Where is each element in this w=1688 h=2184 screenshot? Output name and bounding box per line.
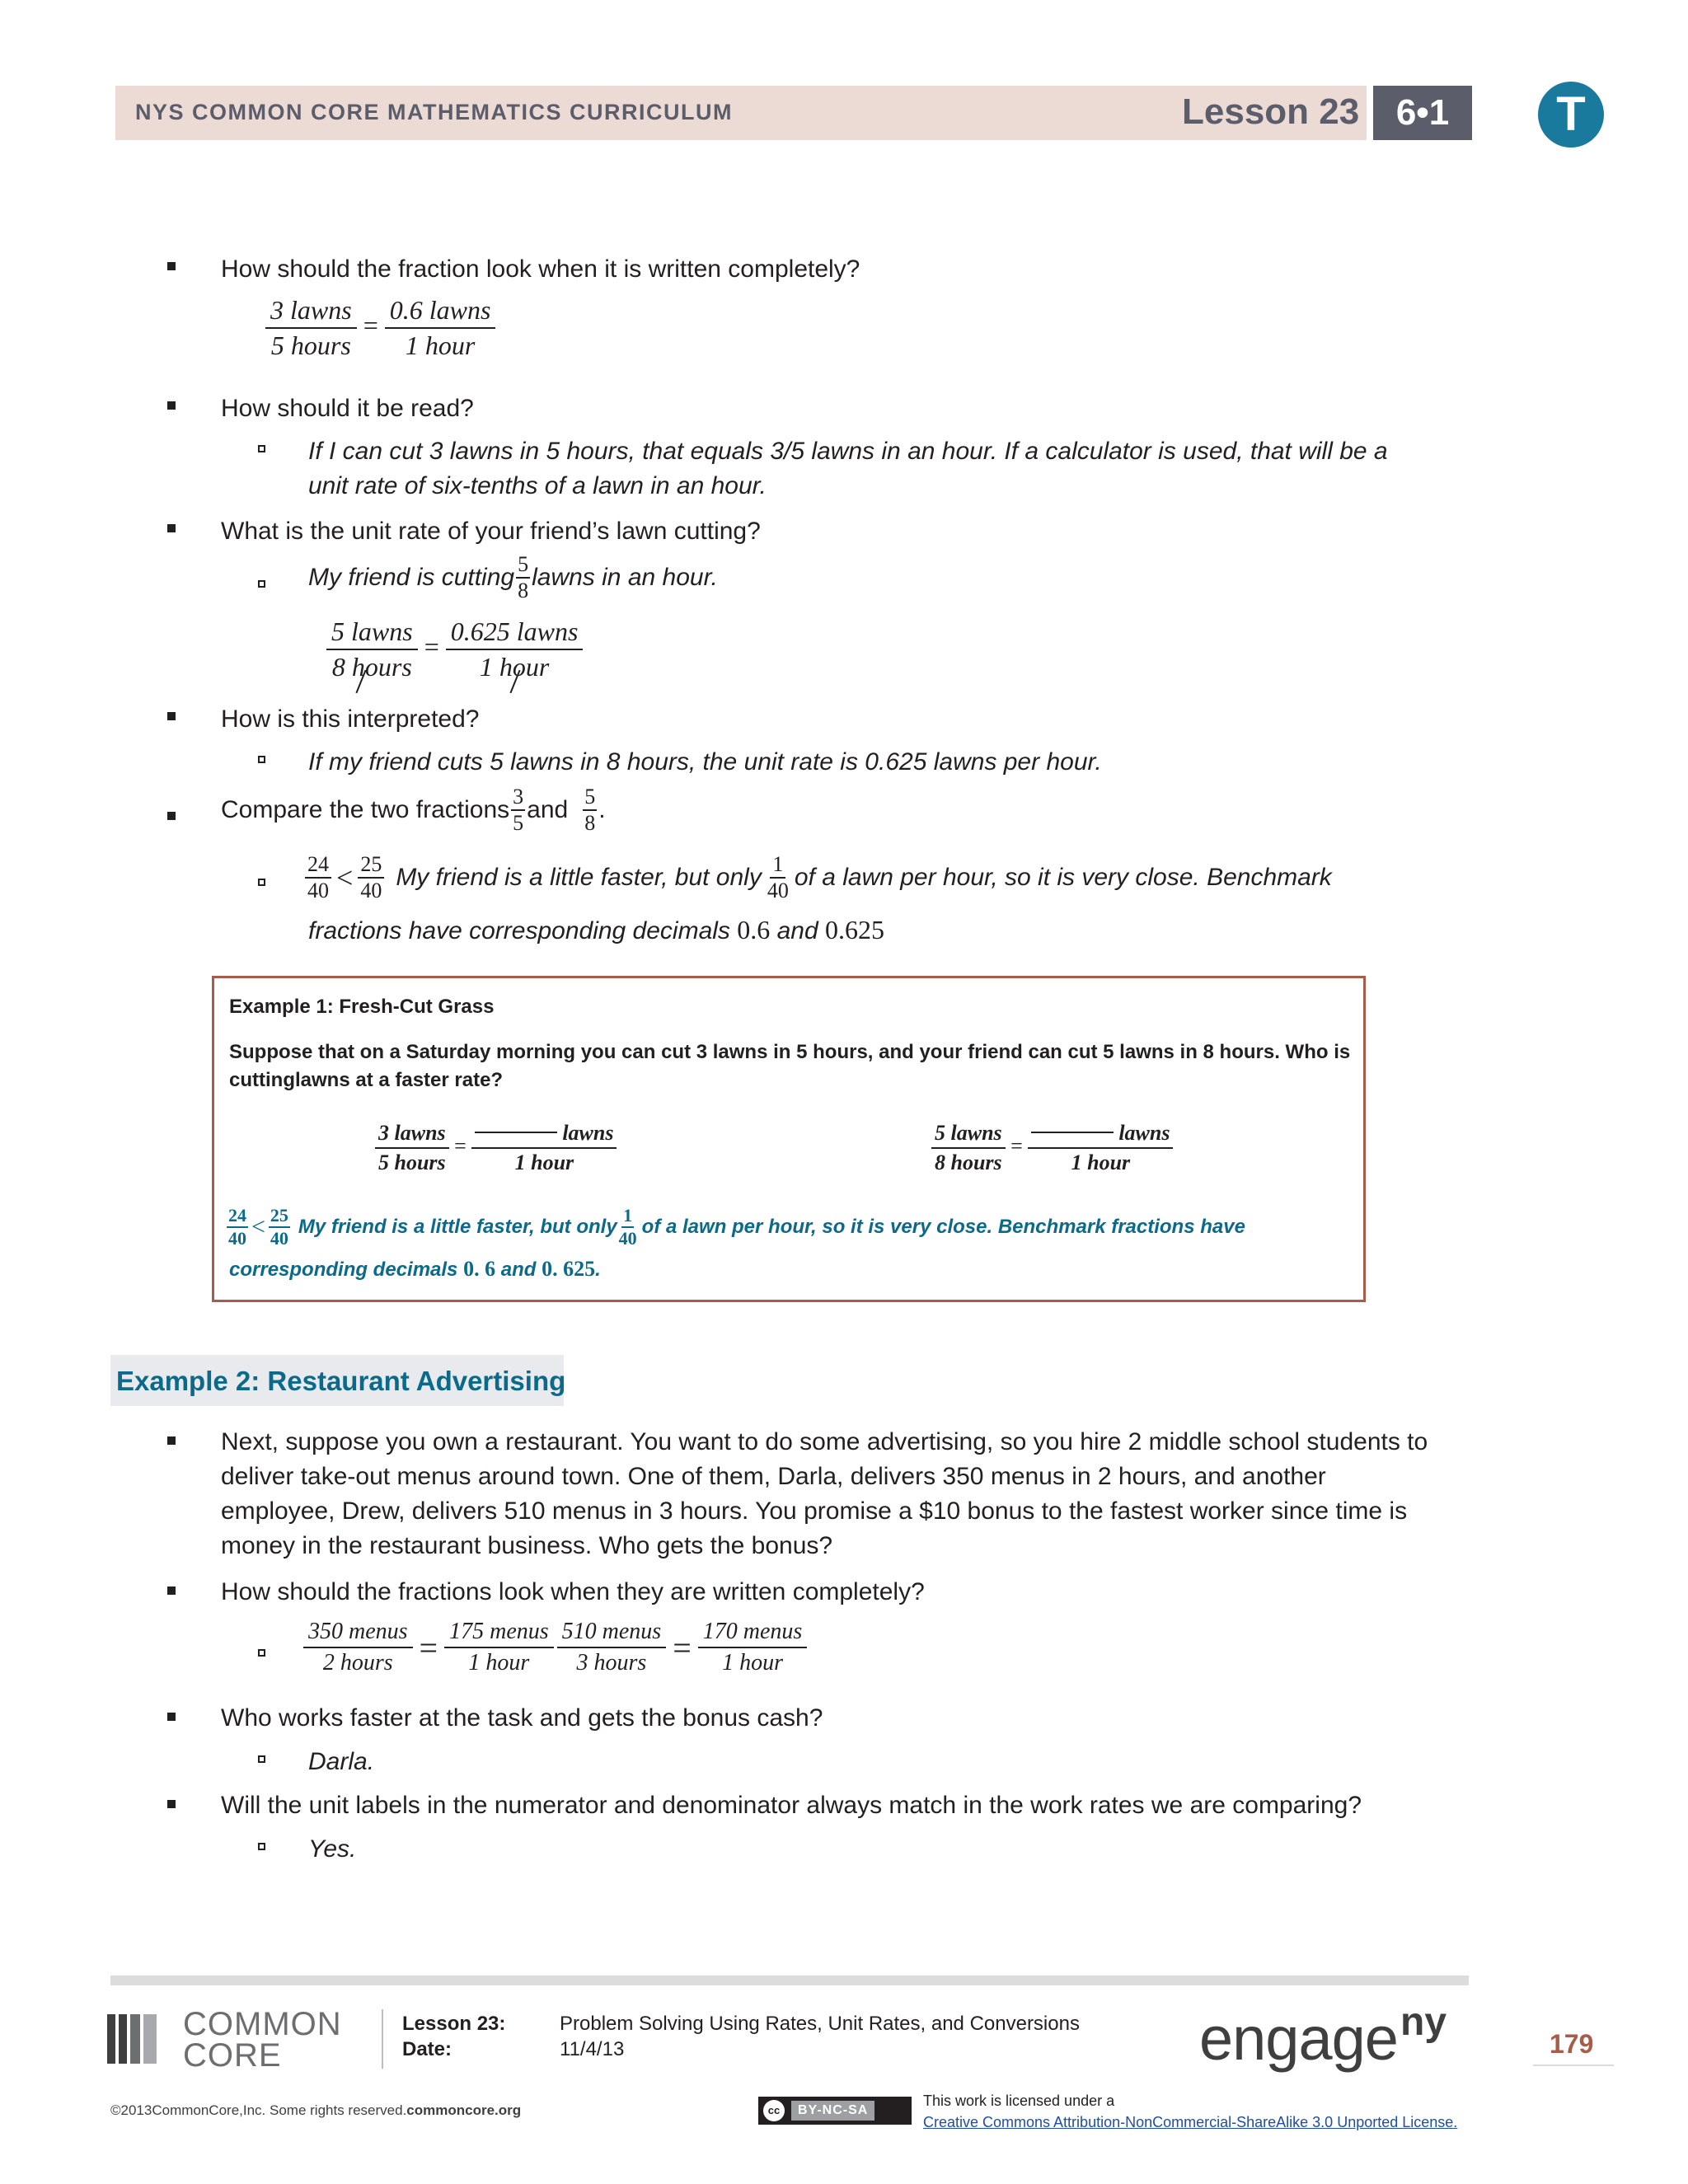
grade-module-badge [1373, 86, 1472, 140]
paragraph-text: Next, suppose you own a restaurant. You want to do some advertising, so you hire 2 middle school students to [221, 1428, 1428, 1455]
ny-text: ny [1400, 2000, 1447, 2044]
example-prompt: Suppose that on a Saturday morning you can cut 3 lawns in 5 hours, and your friend can cut 5 lawns in 8 hours. Who is [229, 1041, 1351, 1063]
fraction-numerator: 0.6 lawns [385, 295, 496, 329]
unit-label: lawns [1118, 1121, 1170, 1145]
cancelled-unit: hours [351, 652, 412, 682]
fraction-denominator: 8 [584, 811, 596, 835]
license-text: This work is licensed under a [923, 2093, 1115, 2109]
footer-lesson-title: Problem Solving Using Rates, Unit Rates, and Conversions [560, 2013, 1080, 2035]
fraction-denominator: 1 hour [468, 1650, 530, 1675]
example-title: Example 1: Fresh-Cut Grass [229, 996, 495, 1018]
fraction-denominator: 40 [360, 879, 382, 902]
common-core-logo [107, 2006, 363, 2074]
footer-vertical-divider [382, 2009, 383, 2069]
rate-equation-right [931, 1121, 1173, 1175]
fraction-numerator: 3 lawns [265, 295, 357, 329]
denominator-number: 1 [479, 652, 493, 682]
answer-text: If I can cut 3 lawns in 5 hours, that equals 3/5 lawns in an hour. If a calculator is used, that will be a [308, 438, 1388, 465]
fraction-numerator: 5 [583, 785, 597, 811]
denominator-number: 8 [331, 652, 345, 682]
answer-text: My friend is cutting [308, 564, 515, 591]
fraction-numerator: 175 menus [444, 1619, 554, 1648]
equals-sign: = [363, 310, 378, 340]
answer-text: Darla. [308, 1748, 375, 1775]
example-answer-line [227, 1205, 1245, 1249]
answer-text: My friend is a little faster, but only [298, 1216, 617, 1238]
answer-text: of a lawn per hour, so it is very close. Benchmark [794, 864, 1332, 891]
paragraph-text: employee, Drew, delivers 510 menus in 3 hours. You promise a $10 bonus to the fastest worker since time is [221, 1497, 1408, 1525]
cc-license-badge[interactable] [758, 2097, 912, 2125]
fraction-denominator: 8 hours [935, 1151, 1002, 1174]
fraction-numerator: 3 lawns [375, 1121, 449, 1149]
answer-line [305, 852, 1332, 903]
answer-text: If my friend cuts 5 lawns in 8 hours, the unit rate is 0.625 lawns per hour. [308, 748, 1102, 776]
bullet-square [167, 524, 176, 532]
question-text: Who works faster at the task and gets the bonus cash? [221, 1704, 823, 1732]
equals-sign: = [419, 1629, 438, 1666]
copyright-link[interactable]: commoncore.org [406, 2102, 522, 2118]
fraction-numerator: 5 lawns [931, 1121, 1006, 1149]
fraction-denominator: 1 hour [514, 1151, 574, 1174]
bullet-square [167, 1800, 176, 1808]
blank-answer-field [471, 1121, 617, 1149]
engageny-logo [1199, 2000, 1475, 2079]
less-than-sign: < [251, 1213, 265, 1240]
answer-line [308, 552, 718, 603]
decimal-value: 0. 6 [463, 1257, 496, 1281]
logo-text-bottom: CORE [183, 2037, 282, 2074]
cancelled-unit: hour [499, 652, 550, 682]
page-number: 179 [1550, 2029, 1594, 2059]
paragraph-text: money in the restaurant business. Who gets the bonus? [221, 1532, 833, 1559]
equals-sign: = [1010, 1133, 1023, 1158]
grade-module-label: 6•1 [1395, 92, 1450, 133]
section-heading-text: Example 2: Restaurant Advertising [116, 1366, 566, 1396]
blank-answer-field [1028, 1121, 1173, 1149]
fraction-denominator: 1 hour [405, 330, 476, 360]
footer-divider [110, 1975, 1469, 1985]
fraction-denominator: 5 hours [378, 1151, 446, 1174]
bullet-square [167, 1713, 176, 1721]
fraction-numerator: 3 [511, 785, 525, 811]
decimal-value: 0.625 [825, 915, 885, 944]
cc-badge-label: BY-NC-SA [791, 2101, 874, 2121]
footer-date: 11/4/13 [560, 2038, 625, 2060]
bullet-square [167, 401, 176, 410]
question-text: What is the unit rate of your friend’s lawn cutting? [221, 518, 761, 545]
decimal-value: 0. 625 [542, 1257, 596, 1281]
copyright-line [110, 2102, 521, 2120]
fraction-denominator: 40 [228, 1228, 246, 1249]
question-text: Will the unit labels in the numerator and denominator always match in the work rates we are comparing? [221, 1792, 1362, 1819]
bullet-hollow [258, 756, 265, 763]
bullet-square [167, 812, 176, 820]
fraction-denominator: 1 hour [1071, 1151, 1131, 1174]
fraction-denominator: 2 hours [322, 1650, 393, 1675]
example-prompt: cuttinglawns at a faster rate? [229, 1069, 504, 1091]
fraction-numerator: 24 [305, 852, 331, 879]
cc-icon: cc [763, 2100, 785, 2121]
fraction-numerator: 170 menus [698, 1619, 808, 1648]
fraction-denominator: 1 hour [722, 1650, 783, 1675]
fraction-numerator: 1 [621, 1205, 634, 1228]
teacher-badge-icon [1538, 82, 1604, 148]
fraction-numerator: 1 [770, 852, 785, 879]
answer-line [308, 912, 884, 949]
footer-date-label: Date: [402, 2038, 452, 2060]
bullet-square [167, 712, 176, 720]
bullet-square [167, 262, 176, 270]
answer-text: . [595, 1258, 601, 1281]
answer-text: of a lawn per hour, so it is very close. Benchmark fractions have [641, 1216, 1245, 1238]
fraction-numerator: 25 [269, 1205, 290, 1228]
equals-sign: = [454, 1133, 467, 1158]
less-than-sign: < [336, 861, 354, 894]
decimal-value: 0.6 [737, 915, 771, 944]
fraction-numerator: 24 [227, 1205, 248, 1228]
answer-text: Yes. [308, 1835, 357, 1863]
fraction-numerator: 5 lawns [326, 616, 418, 650]
rate-equation-left [375, 1121, 617, 1175]
question-text: and [527, 796, 569, 823]
fraction-equation [265, 295, 495, 361]
fraction-denominator: 40 [270, 1228, 288, 1249]
lesson-title: Lesson 23 [1182, 91, 1360, 132]
fraction-equation [303, 1619, 807, 1676]
fraction-denominator [475, 650, 554, 682]
logo-bars-icon [107, 2014, 158, 2064]
fraction-denominator: 5 hours [270, 330, 351, 360]
bullet-square [167, 1586, 176, 1595]
fraction-denominator: 3 hours [576, 1650, 647, 1675]
bullet-hollow [258, 879, 265, 886]
logo-text-top: COMMON [183, 2006, 342, 2042]
fraction-denominator: 8 [518, 579, 529, 602]
unit-label: lawns [562, 1121, 614, 1145]
fraction-denominator: 40 [618, 1228, 637, 1249]
fraction-denominator: 40 [767, 879, 789, 902]
fraction-numerator: 350 menus [303, 1619, 413, 1648]
page-number-rule [1533, 2064, 1614, 2066]
curriculum-title: NYS COMMON CORE MATHEMATICS CURRICULUM [135, 100, 733, 124]
question-text: How should the fraction look when it is written completely? [221, 255, 860, 283]
answer-text: fractions have corresponding decimals [308, 917, 730, 944]
fraction-denominator: 5 [513, 811, 524, 835]
license-link[interactable]: Creative Commons Attribution-NonCommercial-ShareAlike 3.0 Unported License. [923, 2114, 1458, 2130]
answer-text: unit rate of six-tenths of a lawn in an hour. [308, 472, 767, 499]
footer-lesson-label: Lesson 23: [402, 2013, 506, 2035]
question-text: How should the fractions look when they are written completely? [221, 1578, 925, 1605]
fraction-denominator [327, 650, 417, 682]
paragraph-text: deliver take-out menus around town. One of them, Darla, delivers 350 menus in 2 hours, and another [221, 1463, 1326, 1490]
blank-line [1031, 1132, 1114, 1133]
bullet-hollow [258, 580, 265, 588]
bullet-square [167, 1436, 176, 1445]
teacher-badge-label: T [1556, 87, 1586, 141]
equals-sign: = [424, 631, 439, 662]
bullet-hollow [258, 1843, 265, 1850]
answer-text: corresponding decimals [229, 1258, 458, 1281]
fraction-numerator: 5 [516, 552, 530, 579]
bullet-hollow [258, 445, 265, 452]
bullet-hollow [258, 1649, 265, 1657]
bullet-hollow [258, 1755, 265, 1763]
fraction-numerator: 510 menus [557, 1619, 667, 1648]
question-text: Compare the two fractions [221, 796, 510, 823]
answer-text: and [500, 1258, 537, 1281]
question-text: How is this interpreted? [221, 705, 480, 733]
fraction-numerator: 25 [358, 852, 384, 879]
fraction-numerator: 0.625 lawns [446, 616, 584, 650]
fraction-denominator: 40 [307, 879, 329, 902]
example-answer-line [229, 1256, 601, 1283]
question-line [221, 785, 606, 836]
answer-text: lawns in an hour. [532, 564, 718, 591]
equals-sign: = [673, 1629, 692, 1666]
engage-text: engage [1199, 2004, 1398, 2073]
answer-text: and [776, 917, 818, 944]
question-text: . [598, 796, 606, 823]
blank-line [475, 1132, 557, 1133]
copyright-text: ©2013CommonCore,Inc. Some rights reserved. [110, 2102, 407, 2118]
question-text: How should it be read? [221, 395, 474, 422]
answer-text: My friend is a little faster, but only [396, 864, 762, 891]
